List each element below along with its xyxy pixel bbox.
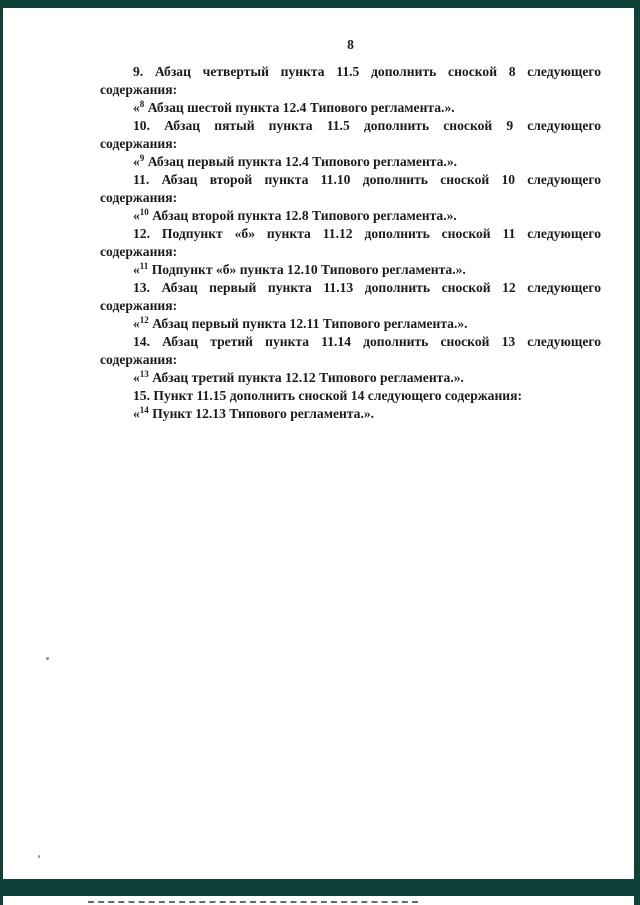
amendment-item-9 <box>100 63 601 117</box>
scan-speck <box>46 657 49 660</box>
item-line: 9. Абзац четвертый пункта 11.5 дополнить сноской 8 следующего <box>133 64 601 79</box>
item-line: содержания: <box>100 136 178 151</box>
footnote-marker: 13 <box>139 369 149 379</box>
item-line: 14. Абзац третий пункта 11.14 дополнить сноской 13 следующего <box>133 334 601 349</box>
quote-open: « <box>133 262 140 277</box>
amendment-item-15 <box>100 387 601 423</box>
quote-open: « <box>133 406 140 421</box>
item-line: 13. Абзац первый пункта 11.13 дополнить сноской 12 следующего <box>133 280 601 295</box>
quote-open: « <box>133 100 140 115</box>
page-number: 8 <box>347 37 354 52</box>
footnote-marker: 10 <box>139 207 149 217</box>
item-line: 12. Подпункт «б» пункта 11.12 дополнить сноской 11 следующего <box>133 226 601 241</box>
quote-open: « <box>133 370 140 385</box>
scan-edge-top <box>0 0 640 8</box>
footnote-marker: 9 <box>139 153 145 163</box>
scan-edge-left <box>0 8 3 905</box>
amendment-item-12 <box>100 225 601 279</box>
quote-open: « <box>133 208 140 223</box>
item-line: 15. Пункт 11.15 дополнить сноской 14 следующего содержания: <box>133 388 523 403</box>
footnote-marker: 8 <box>139 99 145 109</box>
scan-edge-bottom <box>0 879 640 896</box>
footnote-line <box>100 261 601 279</box>
footnote-marker: 11 <box>139 261 149 271</box>
amendment-item-13 <box>100 279 601 333</box>
footnote-marker: 12 <box>139 315 149 325</box>
scan-edge-right <box>634 8 640 905</box>
document-body <box>100 63 601 423</box>
scan-edge-perforation <box>88 901 418 903</box>
footnote-line <box>100 369 601 387</box>
footnote-text: Абзац третий пункта 12.12 Типового регламента.». <box>148 370 464 385</box>
amendment-item-10 <box>100 117 601 171</box>
footnote-marker: 14 <box>139 405 149 415</box>
footnote-text: Абзац первый пункта 12.11 Типового регламента.». <box>148 316 468 331</box>
item-line: содержания: <box>100 352 178 367</box>
amendment-item-11 <box>100 171 601 225</box>
footnote-line <box>100 153 601 171</box>
item-line: 11. Абзац второй пункта 11.10 дополнить сноской 10 следующего <box>133 172 601 187</box>
quote-open: « <box>133 316 140 331</box>
footnote-line <box>100 207 601 225</box>
scan-speck <box>38 855 40 858</box>
item-line: 10. Абзац пятый пункта 11.5 дополнить сноской 9 следующего <box>133 118 601 133</box>
footnote-text: Подпункт «б» пункта 12.10 Типового регламента.». <box>148 262 466 277</box>
quote-open: « <box>133 154 140 169</box>
item-line: содержания: <box>100 190 178 205</box>
footnote-line <box>100 405 601 423</box>
footnote-text: Абзац второй пункта 12.8 Типового регламента.». <box>148 208 457 223</box>
footnote-line <box>100 315 601 333</box>
footnote-text: Абзац шестой пункта 12.4 Типового регламента.». <box>144 100 455 115</box>
item-line: содержания: <box>100 82 178 97</box>
amendment-item-14 <box>100 333 601 387</box>
footnote-line <box>100 99 601 117</box>
item-line: содержания: <box>100 244 178 259</box>
item-line: содержания: <box>100 298 178 313</box>
footnote-text: Пункт 12.13 Типового регламента.». <box>148 406 375 421</box>
footnote-text: Абзац первый пункта 12.4 Типового регламента.». <box>144 154 458 169</box>
